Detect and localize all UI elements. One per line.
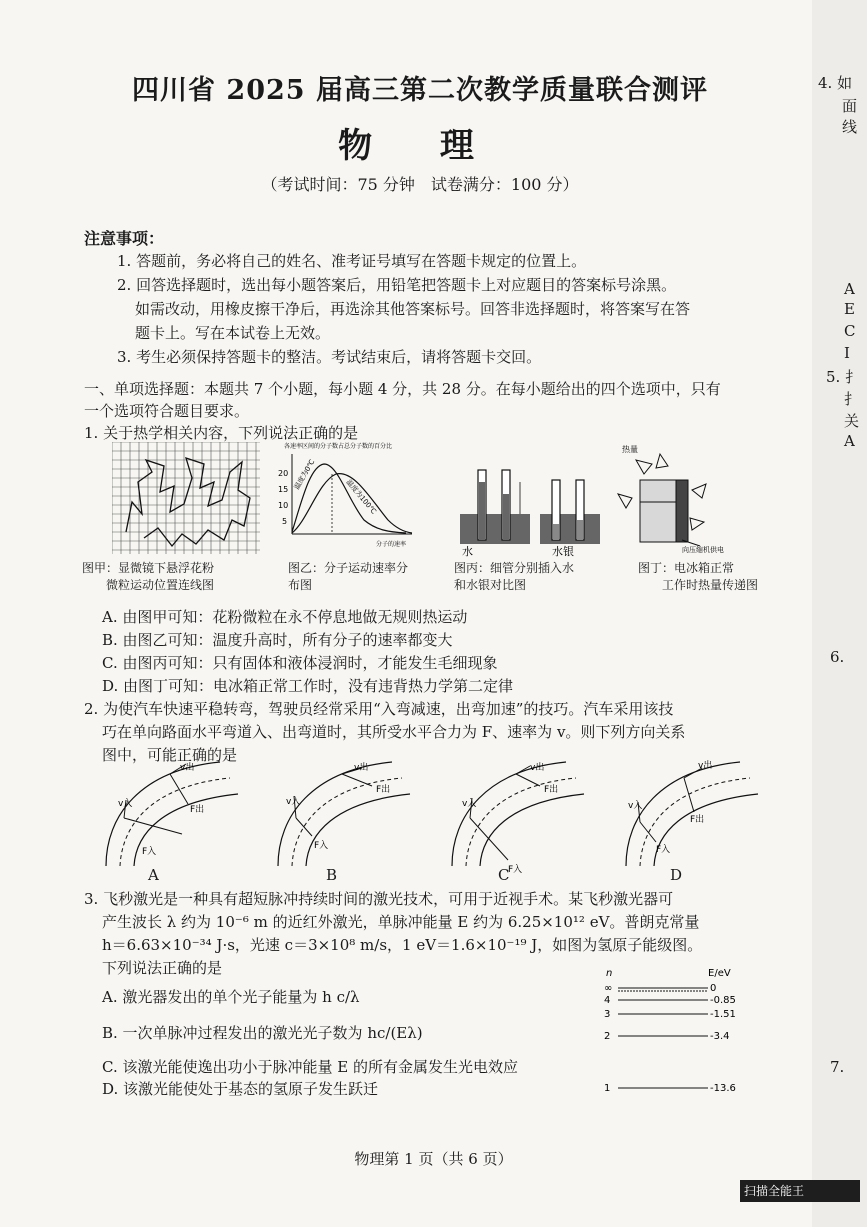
fig-yi-xlabel: 分子的速率	[376, 541, 407, 548]
q2d-F-out: F出	[690, 815, 705, 825]
figure-bing-capillary	[456, 462, 606, 558]
fig-yi-curve0-label: 温度为0℃	[292, 458, 317, 491]
q3-stem-line4: 下列说法正确的是	[102, 959, 223, 977]
q1-option-c: C. 由图丙可知：只有固体和液体浸润时，才能发生毛细现象	[102, 654, 498, 672]
q2-diagram-c	[446, 756, 586, 886]
caption-bing-line1: 图丙：细管分别插入水	[454, 561, 575, 575]
side-frag-13: 7.	[830, 1058, 845, 1076]
side-frag-4: A	[844, 280, 855, 298]
fig-yi-ylabel: 各速率区间的分子数占总分子数的百分比	[284, 443, 393, 450]
energy-e-4: -0.85	[710, 995, 736, 1006]
q2b-v-in: v入	[286, 797, 301, 807]
q2-diagram-a	[100, 756, 240, 886]
energy-n-3: 3	[604, 1009, 611, 1020]
q1-option-a: A. 由图甲可知：花粉微粒在永不停息地做无规则热运动	[102, 608, 468, 626]
q2d-v-in: v入	[628, 801, 643, 811]
fig-yi-ytick-5: 5	[282, 517, 288, 526]
side-frag-6: C	[844, 322, 856, 340]
figure-yi-speed-distribution	[272, 440, 418, 556]
side-frag-2: 面	[842, 97, 858, 115]
q2d-F-in: F入	[656, 845, 671, 855]
q2-stem-line3: 图中，可能正确的是	[102, 746, 238, 764]
q2d-v-out: v出	[698, 761, 713, 771]
fig-bing-mercury-label: 水银	[552, 545, 574, 558]
caption-ding-line2: 工作时热量传递图	[662, 578, 759, 592]
q1-option-b: B. 由图乙可知：温度升高时，所有分子的速率都变大	[102, 631, 453, 649]
q2c-v-in: v入	[462, 799, 477, 809]
energy-e-3: -1.51	[710, 1009, 736, 1020]
caption-jia-line1: 图甲：显微镜下悬浮花粉	[82, 561, 215, 575]
q2b-v-out: v出	[354, 763, 369, 773]
caption-bing	[454, 560, 574, 594]
energy-n-inf: ∞	[604, 983, 613, 994]
q2-label-b: B	[326, 866, 338, 884]
fig-yi-ytick-15: 15	[278, 485, 289, 494]
q2a-F-out: F出	[190, 805, 205, 815]
fig-yi-ytick-20: 20	[278, 469, 289, 478]
q3-option-d: D. 该激光能使处于基态的氢原子发生跃迁	[102, 1080, 379, 1098]
fig-yi-curve100-label: 温度为100℃	[344, 478, 378, 516]
subject-title: 物 理	[338, 126, 502, 166]
notes-heading: 注意事项：	[84, 229, 165, 248]
hydrogen-energy-levels	[596, 966, 756, 1102]
q1-stem: 1. 关于热学相关内容，下列说法正确的是	[84, 424, 359, 442]
energy-n-4: 4	[604, 995, 611, 1006]
side-frag-9: 扌	[844, 390, 860, 408]
notes-line-4: 题卡上。写在本试卷上无效。	[135, 324, 331, 342]
caption-yi-line2: 布图	[288, 578, 313, 592]
section-heading-line2: 一个选项符合题目要求。	[84, 402, 250, 420]
energy-n-header: n	[606, 968, 613, 979]
energy-e-2: -3.4	[710, 1031, 730, 1042]
q3-option-b: B. 一次单脉冲过程发出的激光光子数为 hc/(Eλ)	[102, 1024, 423, 1042]
page-footer: 物理第 1 页（共 6 页）	[354, 1150, 513, 1168]
exam-meta: （考试时间：75 分钟 试卷满分：100 分）	[261, 175, 579, 194]
caption-bing-line2: 和水银对比图	[454, 578, 527, 592]
fig-ding-power-label: 向压缩机供电	[682, 546, 724, 554]
notes-line-5: 3. 考生必须保持答题卡的整洁。考试结束后，请将答题卡交回。	[117, 348, 542, 366]
scanner-watermark-badge: 扫描全能王	[740, 1180, 860, 1202]
q3-option-a: A. 激光器发出的单个光子能量为 h c/λ	[102, 988, 360, 1006]
caption-ding	[638, 560, 758, 594]
q2c-F-in: F入	[508, 865, 523, 875]
q3-stem-line2: 产生波长 λ 约为 10⁻⁶ m 的近红外激光，单脉冲能量 E 约为 6.25×10¹² eV。普朗克常量	[102, 913, 700, 931]
q3-option-c: C. 该激光能使逸出功小于脉冲能量 E 的所有金属发生光电效应	[102, 1058, 518, 1076]
caption-jia	[82, 560, 214, 594]
q2b-F-in: F入	[314, 841, 329, 851]
notes-line-3: 如需改动，用橡皮擦干净后，再选涂其他答案标号。回答非选择题时，将答案写在答	[135, 300, 691, 318]
caption-ding-line1: 图丁：电冰箱正常	[638, 561, 735, 575]
q2a-F-in: F入	[142, 847, 157, 857]
q2a-v-in: v入	[118, 799, 133, 809]
caption-jia-line2: 微粒运动位置连线图	[106, 578, 215, 592]
energy-e-inf: 0	[710, 983, 717, 994]
q2-label-d: D	[670, 866, 683, 884]
side-frag-3: 线	[842, 118, 858, 136]
side-frag-1: 4. 如	[818, 74, 853, 92]
notes-line-2: 2. 回答选择题时，选出每小题答案后，用铅笔把答题卡上对应题目的答案标号涂黑。	[117, 276, 677, 294]
q2-stem-line2: 巧在单向路面水平弯道入、出弯道时，其所受水平合力为 F、速率为 v。则下列方向关系	[102, 723, 686, 741]
figure-ding-fridge	[612, 440, 752, 556]
next-page-edge	[812, 0, 867, 1227]
section-heading-line1: 一、单项选择题：本题共 7 个小题，每小题 4 分，共 28 分。在每小题给出的四个选项中，只有	[84, 380, 721, 398]
fig-yi-ytick-10: 10	[278, 501, 289, 510]
q2-diagram-d	[620, 756, 760, 886]
energy-n-1: 1	[604, 1083, 611, 1094]
fig-ding-heat-label: 热量	[622, 445, 638, 454]
exam-title: 四川省 2025 届高三第二次教学质量联合测评	[132, 75, 708, 106]
side-frag-7: I	[844, 344, 850, 362]
energy-e-header: E/eV	[708, 968, 731, 979]
q2b-F-out: F出	[376, 785, 391, 795]
side-frag-11: A	[844, 432, 855, 450]
q2-diagram-b	[272, 756, 412, 886]
q2-label-c: C	[498, 866, 510, 884]
q2-label-a: A	[148, 866, 159, 884]
q2a-v-out: v出	[180, 763, 195, 773]
notes-line-1: 1. 答题前，务必将自己的姓名、准考证号填写在答题卡规定的位置上。	[117, 252, 587, 270]
energy-n-2: 2	[604, 1031, 611, 1042]
q3-stem-line3: h＝6.63×10⁻³⁴ J·s，光速 c＝3×10⁸ m/s，1 eV＝1.6×10⁻¹⁹ J，如图为氢原子能级图。	[102, 936, 703, 954]
q1-option-d: D. 由图丁可知：电冰箱正常工作时，没有违背热力学第二定律	[102, 677, 514, 695]
caption-yi-line1: 图乙：分子运动速率分	[288, 561, 409, 575]
figure-jia-brownian	[112, 442, 260, 554]
q2c-F-out: F出	[544, 785, 559, 795]
fig-bing-water-label: 水	[462, 545, 473, 558]
energy-e-1: -13.6	[710, 1083, 736, 1094]
q2c-v-out: v出	[530, 763, 545, 773]
caption-yi	[288, 560, 408, 594]
side-frag-5: E	[844, 300, 855, 318]
side-frag-8: 5. 扌	[826, 368, 861, 386]
q2-stem-line1: 2. 为使汽车快速平稳转弯，驾驶员经常采用“入弯减速，出弯加速”的技巧。汽车采用该技	[84, 700, 674, 718]
side-frag-12: 6.	[830, 648, 845, 666]
q3-stem-line1: 3. 飞秒激光是一种具有超短脉冲持续时间的激光技术，可用于近视手术。某飞秒激光器可	[84, 890, 674, 908]
side-frag-10: 关	[844, 412, 860, 430]
